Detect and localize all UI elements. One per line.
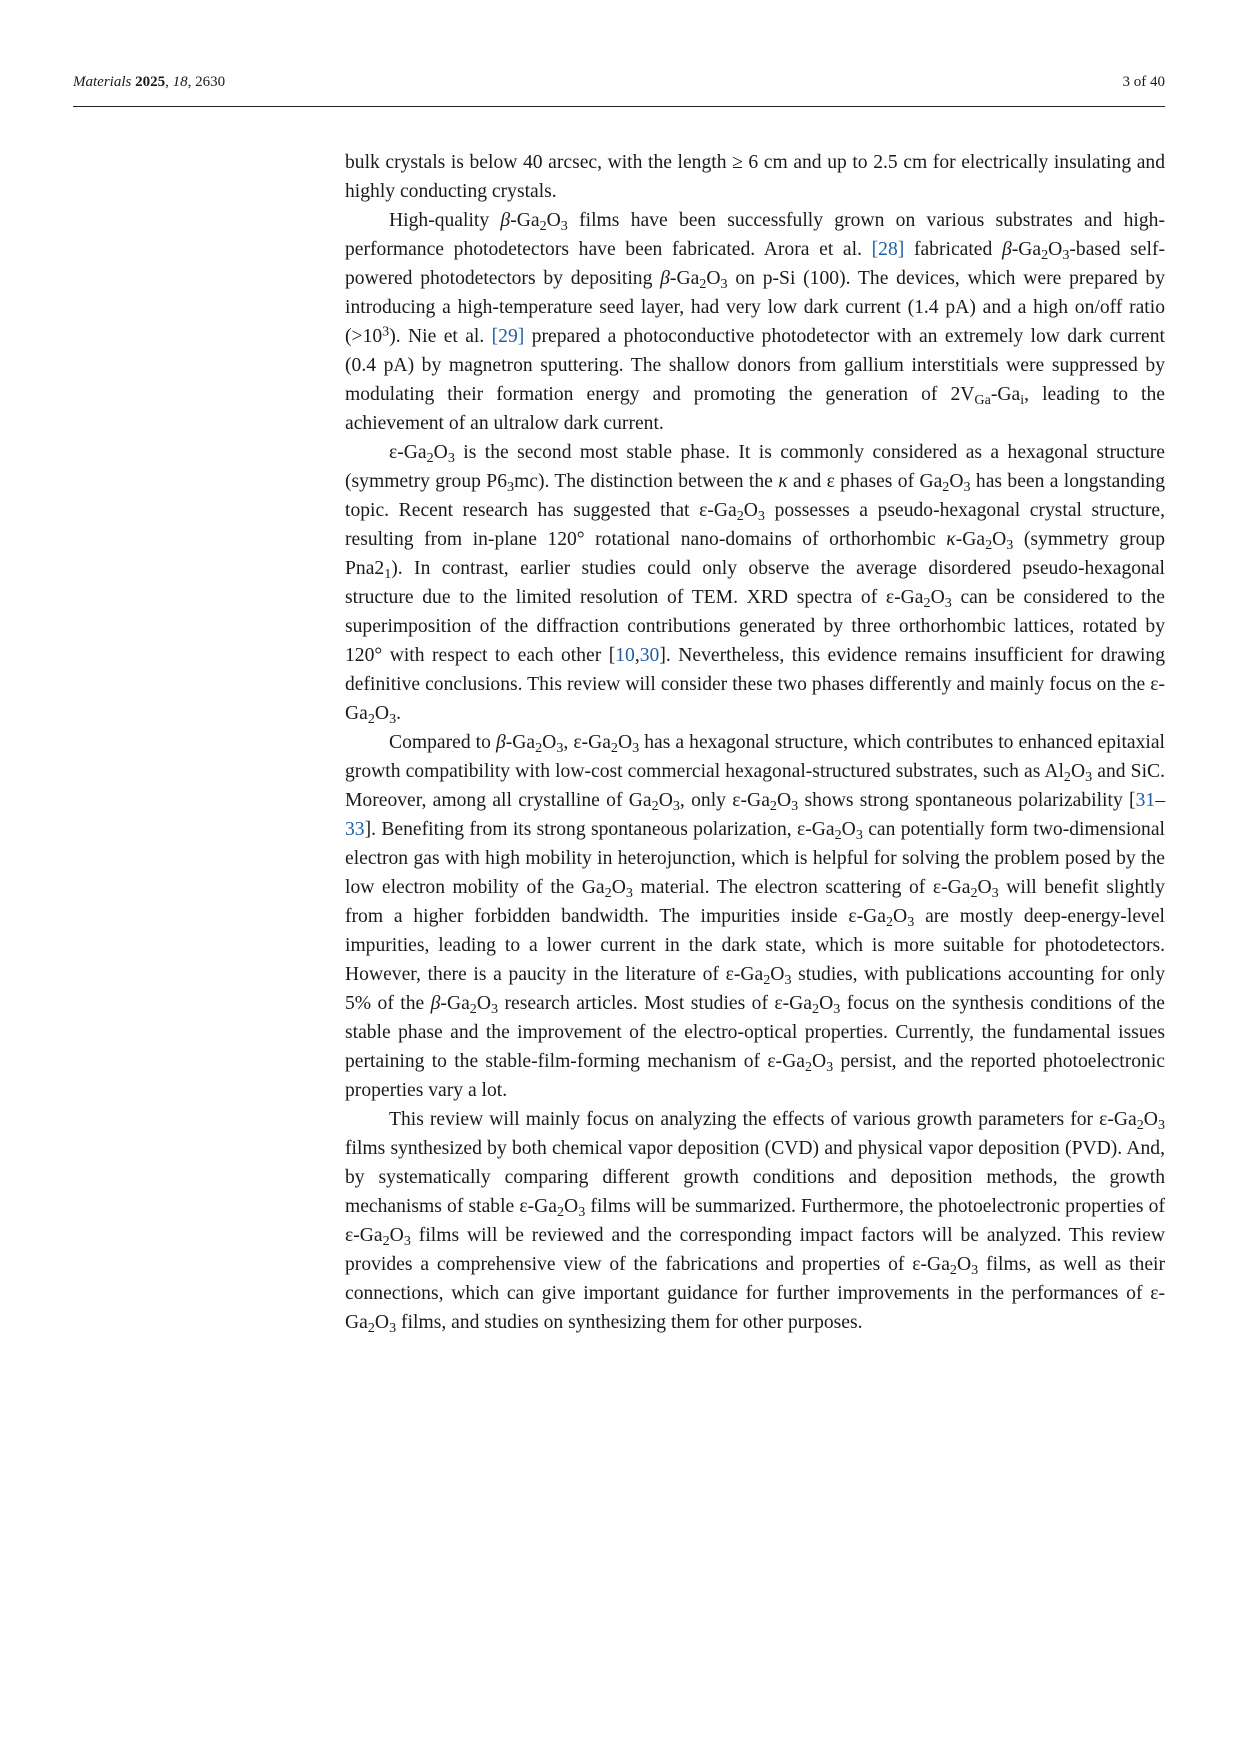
text-segment: 2 bbox=[426, 449, 434, 466]
text-segment: 2 bbox=[769, 797, 777, 814]
text-segment: and ε phases of Ga bbox=[787, 471, 943, 492]
running-header bbox=[73, 66, 1165, 107]
text-segment: O bbox=[546, 210, 561, 231]
text-segment: -based self-powered photodetectors by depositing bbox=[345, 239, 1165, 289]
paragraph bbox=[345, 438, 1165, 728]
text-segment: 2 bbox=[651, 797, 659, 814]
journal-name: Materials bbox=[73, 74, 132, 90]
text-segment: O bbox=[819, 993, 834, 1014]
text-segment: 3 bbox=[672, 797, 680, 814]
citation-link[interactable]: 30 bbox=[639, 645, 660, 666]
text-segment: focus on the synthesis conditions of the stable phase and the improvement of the electro-optical properties. Currently, the fundamental issues pertaining to the stable-film-forming mechanism of ε-Ga bbox=[345, 993, 1165, 1072]
text-segment: 3 bbox=[389, 1319, 397, 1336]
text-segment: 2 bbox=[1136, 1116, 1144, 1133]
text-segment: β bbox=[660, 268, 670, 289]
text-segment: 3 bbox=[389, 710, 397, 727]
text-segment: O bbox=[841, 819, 856, 840]
text-segment: 2 bbox=[367, 1319, 375, 1336]
text-segment: O bbox=[374, 703, 390, 724]
text-segment: , only ε-Ga bbox=[679, 790, 770, 811]
text-segment: ]. Nevertheless, this evidence remains insufficient for drawing definitive conclusions. This review will consider these two phases differently and mainly focus on the ε-Ga bbox=[345, 645, 1165, 724]
text-segment: 2 bbox=[942, 478, 950, 495]
text-segment: β bbox=[500, 210, 511, 231]
text-segment: material. The electron scattering of ε-Ga bbox=[632, 877, 971, 898]
paragraph bbox=[345, 1105, 1165, 1337]
text-segment: can be considered to the superimposition of the diffraction contributions generated by three orthorhombic lattices, rotated by 120° with respect to each other [ bbox=[345, 587, 1165, 666]
text-segment: O bbox=[374, 1312, 390, 1333]
text-segment: 3 bbox=[855, 826, 863, 843]
text-segment: 2 bbox=[985, 536, 993, 553]
text-segment: can potentially form two-dimensional electron gas with high mobility in heterojunction, which is helpful for solving the problem posed by the low electron mobility of the Ga bbox=[345, 819, 1165, 898]
text-segment: 3 bbox=[907, 913, 915, 930]
page-number: 3 of 40 bbox=[1122, 74, 1165, 90]
text-segment: Ga bbox=[974, 391, 991, 408]
text-segment: 3 bbox=[447, 449, 455, 466]
text-segment: O bbox=[542, 732, 557, 753]
text-segment: , leading to the achievement of an ultralow dark current. bbox=[345, 384, 1165, 434]
text-segment: High-quality bbox=[389, 210, 501, 231]
text-segment: O bbox=[476, 993, 492, 1014]
text-segment: 2 bbox=[1063, 768, 1071, 785]
text-segment: shows strong spontaneous polarizability [ bbox=[798, 790, 1136, 811]
text-segment: -Ga bbox=[955, 529, 986, 550]
text-segment: . bbox=[396, 703, 402, 724]
text-segment: bulk crystals is below 40 arcsec, with the length ≥ 6 cm and up to 2.5 cm for electrically insulating and highly conducting crystals. bbox=[345, 152, 1165, 202]
text-segment: research articles. Most studies of ε-Ga bbox=[498, 993, 812, 1014]
text-segment: O bbox=[706, 268, 721, 289]
text-segment: 3 bbox=[791, 797, 799, 814]
citation-link[interactable]: 33 bbox=[345, 819, 365, 840]
text-segment: 2 bbox=[367, 710, 375, 727]
citation-link[interactable]: 10 bbox=[615, 645, 635, 666]
text-segment: i bbox=[1020, 391, 1025, 408]
text-segment: Compared to bbox=[389, 732, 496, 753]
text-segment: 3 bbox=[991, 884, 999, 901]
text-segment: O bbox=[617, 732, 633, 753]
text-segment: O bbox=[770, 964, 785, 985]
text-segment: 3 bbox=[1006, 536, 1014, 553]
text-segment: 2 bbox=[610, 739, 618, 756]
text-segment: O bbox=[743, 500, 758, 521]
text-segment: O bbox=[1070, 761, 1086, 782]
text-segment: β bbox=[495, 732, 506, 753]
text-segment: 3 bbox=[1085, 768, 1093, 785]
text-segment: O bbox=[776, 790, 792, 811]
text-segment: 2 bbox=[699, 275, 707, 292]
text-segment: O bbox=[389, 1225, 404, 1246]
text-segment: κ bbox=[946, 529, 956, 550]
text-segment: O bbox=[611, 877, 626, 898]
text-segment: 2 bbox=[382, 1232, 390, 1249]
text-segment: O bbox=[977, 877, 992, 898]
text-segment: 2 bbox=[604, 884, 612, 901]
text-segment: 2 bbox=[804, 1058, 812, 1075]
text-segment: is the second most stable phase. It is commonly considered as a hexagonal structure (symmetry group P6 bbox=[345, 442, 1165, 492]
journal-citation: Materials 2025, 18, 2630 bbox=[73, 74, 226, 90]
text-segment: -Ga bbox=[510, 210, 540, 231]
text-segment: and SiC. Moreover, among all crystalline of Ga bbox=[345, 761, 1165, 811]
text-segment: O bbox=[956, 1254, 972, 1275]
text-segment: 3 bbox=[826, 1058, 834, 1075]
text-segment: , bbox=[634, 645, 640, 666]
text-segment: 2 bbox=[539, 217, 547, 234]
text-segment: (symmetry group Pna2 bbox=[345, 529, 1165, 579]
text-segment: -Ga bbox=[990, 384, 1021, 405]
text-segment: O bbox=[658, 790, 673, 811]
text-segment: films, and studies on synthesizing them for other purposes. bbox=[396, 1312, 863, 1333]
text-segment: 3 bbox=[1062, 246, 1070, 263]
paragraph bbox=[345, 148, 1165, 206]
text-segment: 2 bbox=[970, 884, 978, 901]
text-segment: 3 bbox=[382, 323, 390, 340]
text-segment: 3 bbox=[944, 594, 952, 611]
text-segment: κ bbox=[778, 471, 788, 492]
text-segment: 2 bbox=[834, 826, 842, 843]
text-segment: 3 bbox=[1157, 1116, 1165, 1133]
paragraph bbox=[345, 728, 1165, 1105]
text-segment: 3 bbox=[491, 1000, 499, 1017]
journal-year: 2025 bbox=[135, 74, 166, 90]
text-segment: , ε-Ga bbox=[563, 732, 611, 753]
text-segment: 3 bbox=[507, 478, 515, 495]
text-segment: 2 bbox=[469, 1000, 477, 1017]
text-segment: 3 bbox=[556, 739, 564, 756]
text-segment: O bbox=[564, 1196, 579, 1217]
text-segment: O bbox=[949, 471, 964, 492]
text-segment: O bbox=[893, 906, 908, 927]
text-segment: fabricated bbox=[904, 239, 1002, 260]
text-segment: mc). The distinction between the bbox=[514, 471, 779, 492]
text-segment: studies, with publications accounting for only 5% of the bbox=[345, 964, 1165, 1014]
text-segment: 3 bbox=[784, 971, 792, 988]
text-segment: possesses a pseudo-hexagonal crystal structure, resulting from in-plane 120° rotational nano-domains of orthorhombic bbox=[345, 500, 1166, 550]
text-segment: films synthesized by both chemical vapor deposition (CVD) and physical vapor deposition (PVD). And, by systematically comparing different growth conditions and deposition methods, the growth mechanisms of stable ε-Ga bbox=[345, 1138, 1165, 1217]
text-segment: – bbox=[1155, 790, 1165, 811]
text-segment: 2 bbox=[1041, 246, 1049, 263]
text-segment: -Ga bbox=[1011, 239, 1042, 260]
text-segment: 3 bbox=[963, 478, 971, 495]
text-segment: ). In contrast, earlier studies could only observe the average disordered pseudo-hexagonal structure due to the limited resolution of TEM. XRD spectra of ε-Ga bbox=[345, 558, 1165, 608]
text-segment: ]. Benefiting from its strong spontaneous polarization, ε-Ga bbox=[364, 819, 835, 840]
text-segment: 2 bbox=[949, 1261, 957, 1278]
text-segment: will benefit slightly from a higher forbidden bandwidth. The impurities inside ε-Ga bbox=[345, 877, 1165, 927]
text-segment: O bbox=[433, 442, 448, 463]
text-segment: 3 bbox=[625, 884, 633, 901]
text-segment: are mostly deep-energy-level impurities, leading to a lower current in the dark state, which is more suitable for photodetectors. However, there is a paucity in the literature of ε-Ga bbox=[345, 906, 1165, 985]
text-segment: 3 bbox=[971, 1261, 979, 1278]
body-text bbox=[345, 148, 1165, 1337]
text-segment: on p-Si (100). The devices, which were prepared by introducing a high-temperature seed layer, had very low dark current (1.4 pA) and a high on/off ratio (>10 bbox=[345, 268, 1165, 347]
text-segment: O bbox=[812, 1051, 827, 1072]
text-segment: 2 bbox=[812, 1000, 820, 1017]
text-segment: 2 bbox=[535, 739, 543, 756]
text-segment: ). Nie et al. bbox=[389, 326, 492, 347]
text-segment: 3 bbox=[720, 275, 728, 292]
text-segment: 2 bbox=[763, 971, 771, 988]
text-segment: 3 bbox=[632, 739, 640, 756]
text-segment: -Ga bbox=[505, 732, 536, 753]
text-segment: films have been successfully grown on various substrates and high-performance photodetectors have been fabricated. Arora et al. bbox=[345, 210, 1165, 260]
text-segment: persist, and the reported photoelectronic properties vary a lot. bbox=[345, 1051, 1165, 1101]
text-segment: 2 bbox=[885, 913, 894, 930]
citation-link[interactable]: [28] bbox=[871, 239, 905, 260]
text-segment: 3 bbox=[578, 1203, 586, 1220]
text-segment: 3 bbox=[403, 1232, 411, 1249]
article-number: 2630 bbox=[195, 74, 226, 90]
text-segment: ε-Ga bbox=[389, 442, 427, 463]
text-segment: O bbox=[1143, 1109, 1158, 1130]
text-segment: O bbox=[930, 587, 945, 608]
text-segment: films, as well as their connections, which can give important guidance for further improvements in the performances of ε-Ga bbox=[345, 1254, 1166, 1333]
text-segment: 2 bbox=[736, 507, 744, 524]
text-segment: -Ga bbox=[669, 268, 700, 289]
text-segment: 2 bbox=[556, 1203, 565, 1220]
text-segment: films will be reviewed and the corresponding impact factors will be analyzed. This review provides a comprehensive view of the fabrications and properties of ε-Ga bbox=[345, 1225, 1165, 1275]
text-segment: 3 bbox=[560, 217, 568, 234]
citation-link[interactable]: 31 bbox=[1135, 790, 1156, 811]
text-segment: O bbox=[992, 529, 1007, 550]
text-segment: 1 bbox=[384, 565, 392, 582]
text-segment: 2 bbox=[923, 594, 931, 611]
journal-volume: 18 bbox=[172, 74, 188, 90]
text-segment: has been a longstanding topic. Recent research has suggested that ε-Ga bbox=[345, 471, 1166, 521]
text-segment: prepared a photoconductive photodetector with an extremely low dark current (0.4 pA) by magnetron sputtering. The shallow donors from gallium interstitials were suppressed by modulating their formation energy and promoting the generation of 2V bbox=[345, 326, 1165, 405]
text-segment: 3 bbox=[833, 1000, 841, 1017]
text-segment: This review will mainly focus on analyzing the effects of various growth parameters for ε-Ga bbox=[389, 1109, 1137, 1130]
text-segment: β bbox=[1001, 239, 1012, 260]
text-segment: β bbox=[430, 993, 441, 1014]
text-segment: O bbox=[1048, 239, 1063, 260]
text-segment: 3 bbox=[757, 507, 765, 524]
text-segment: -Ga bbox=[440, 993, 470, 1014]
text-segment: films will be summarized. Furthermore, the photoelectronic properties of ε-Ga bbox=[345, 1196, 1165, 1246]
paragraph bbox=[345, 206, 1165, 438]
text-segment: has a hexagonal structure, which contributes to enhanced epitaxial growth compatibility with low-cost commercial hexagonal-structured substrates, such as Al bbox=[345, 732, 1165, 782]
citation-link[interactable]: [29] bbox=[491, 326, 525, 347]
